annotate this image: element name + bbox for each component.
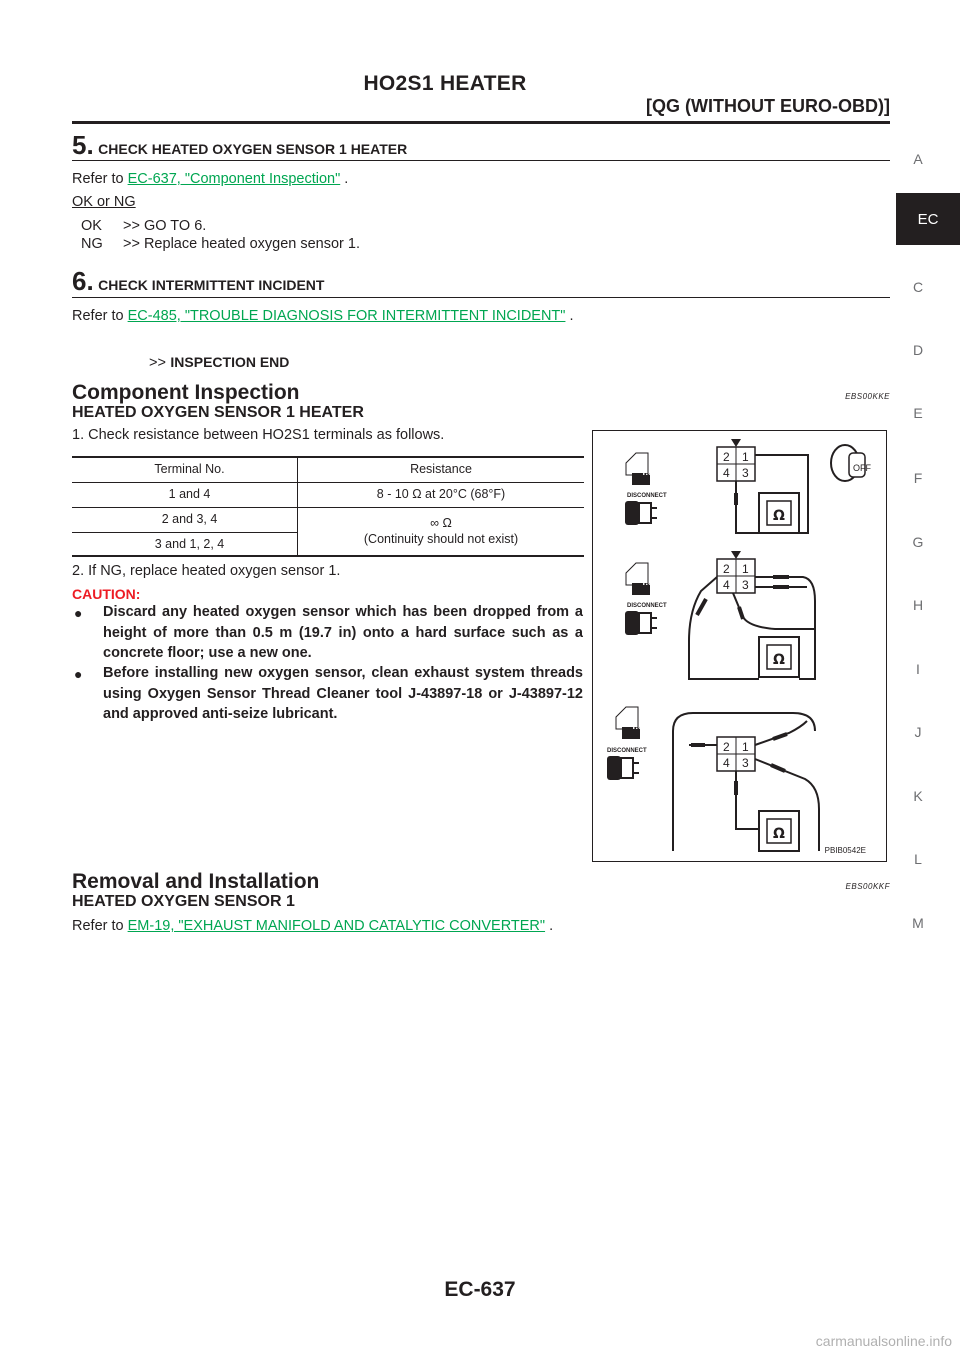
step-number: 5.	[72, 130, 94, 160]
step-5-refer	[72, 171, 348, 187]
bullet-dot-icon: ●	[74, 605, 83, 621]
table-bottom-rule	[72, 555, 584, 557]
ohm-icon: Ω	[773, 826, 785, 842]
pin-label: 2	[723, 562, 730, 576]
table-cell-terminal: 2 and 3, 4	[161, 512, 218, 526]
page-subtitle: [QG (WITHOUT EURO-OBD)]	[646, 96, 890, 116]
table-cell-resistance: ∞ Ω	[430, 516, 452, 530]
side-index-ec-active[interactable]: EC	[896, 193, 960, 245]
wiring-diagram	[593, 431, 886, 861]
ohm-icon: Ω	[773, 652, 785, 668]
inspection-end	[149, 354, 289, 372]
side-index-k[interactable]: K	[913, 788, 923, 804]
refer-suffix: .	[565, 308, 574, 324]
link-exhaust-manifold[interactable]: EM-19, "EXHAUST MANIFOLD AND CATALYTIC CONVERTER"	[127, 918, 546, 934]
inspection-figure	[592, 430, 887, 862]
watermark-text: carmanualsonline.info	[815, 1333, 952, 1349]
header-rule	[72, 121, 890, 124]
table-rule	[72, 482, 584, 483]
table-cell-terminal: 1 and 4	[168, 487, 211, 501]
pin-label: 3	[742, 578, 749, 592]
section-code: EBS00KKE	[845, 392, 890, 401]
table-cell-resistance: 8 - 10 Ω at 20°C (68°F)	[376, 487, 506, 501]
table-cell-terminal: 3 and 1, 2, 4	[154, 537, 225, 551]
caution-bullet-2: Before installing new oxygen sensor, clean exhaust system threads using Oxygen Sensor Thread Cleaner tool J-43897-18 or J-43897-12 and approved anti-seize lubricant.	[103, 665, 583, 722]
ng-action: >> Replace heated oxygen sensor 1.	[123, 236, 360, 252]
side-index-d[interactable]: D	[912, 342, 924, 358]
removal-refer	[72, 918, 553, 934]
step-6-rule	[72, 297, 890, 298]
pin-label: 4	[723, 756, 730, 770]
disconnect-label: DISCONNECT	[607, 748, 647, 754]
disconnect-label: DISCONNECT	[627, 603, 667, 609]
table-rule	[72, 532, 297, 533]
pin-label: 1	[742, 450, 749, 464]
pin-label: 4	[723, 578, 730, 592]
inspection-step-1: 1. Check resistance between HO2S1 terminals as follows.	[72, 427, 445, 443]
step-6-heading	[72, 266, 324, 297]
caution-label: CAUTION:	[72, 586, 141, 602]
step-5-rule	[72, 160, 890, 161]
table-top-rule	[72, 456, 584, 458]
ok-key: OK	[81, 218, 102, 234]
side-index-l[interactable]: L	[914, 851, 922, 867]
ohm-icon: Ω	[773, 508, 785, 524]
side-index-f[interactable]: F	[913, 470, 923, 486]
link-component-inspection[interactable]: EC-637, "Component Inspection"	[127, 171, 341, 187]
side-index-g[interactable]: G	[912, 534, 924, 550]
ts-label: T.S.	[641, 577, 657, 587]
table-cell-resistance: (Continuity should not exist)	[363, 532, 519, 546]
side-index-e[interactable]: E	[913, 405, 923, 421]
pin-label: 2	[723, 450, 730, 464]
end-arrow: >>	[149, 355, 166, 371]
refer-suffix: .	[340, 171, 349, 187]
disconnect-label: DISCONNECT	[627, 493, 667, 499]
ignition-off-label: OFF	[853, 463, 871, 473]
table-header-terminal: Terminal No.	[154, 462, 225, 476]
pin-label: 3	[742, 466, 749, 480]
side-index-a[interactable]: A	[913, 151, 923, 167]
table-header-resistance: Resistance	[410, 462, 472, 476]
bullet-dot-icon: ●	[74, 666, 83, 682]
refer-prefix: Refer to	[72, 171, 128, 187]
subsection-title: HEATED OXYGEN SENSOR 1 HEATER	[72, 404, 364, 421]
pin-label: 2	[723, 740, 730, 754]
ng-key: NG	[81, 236, 103, 252]
refer-prefix: Refer to	[72, 918, 128, 934]
ok-or-ng-label: OK or NG	[72, 194, 136, 210]
step-5-heading	[72, 130, 407, 161]
section-title-removal: Removal and Installation	[72, 870, 320, 893]
table-rule	[72, 507, 584, 508]
ts-label: T.S.	[631, 721, 647, 731]
subsection-title: HEATED OXYGEN SENSOR 1	[72, 893, 295, 910]
page-title: HO2S1 HEATER	[363, 72, 527, 95]
side-index-m[interactable]: M	[912, 915, 924, 931]
side-index-c[interactable]: C	[912, 279, 924, 295]
page-number: EC-637	[444, 1278, 516, 1301]
side-index-h[interactable]: H	[912, 597, 924, 613]
caution-bullet-1: Discard any heated oxygen sensor which has been dropped from a height of more than 0.5 m (19.7 in) onto a hard surface such as a concrete floor; use a new one.	[103, 604, 583, 661]
section-title-component-inspection: Component Inspection	[72, 381, 300, 404]
link-intermittent-incident[interactable]: EC-485, "TROUBLE DIAGNOSIS FOR INTERMITTENT INCIDENT"	[127, 308, 566, 324]
inspection-step-2: 2. If NG, replace heated oxygen sensor 1.	[72, 563, 341, 579]
step-6-refer	[72, 308, 574, 324]
pin-label: 1	[742, 562, 749, 576]
pin-label: 3	[742, 756, 749, 770]
pin-label: 1	[742, 740, 749, 754]
side-index-i[interactable]: I	[916, 661, 920, 677]
ts-label: T.S.	[641, 467, 657, 477]
section-code: EBS00KKF	[845, 882, 890, 891]
step-title: CHECK INTERMITTENT INCIDENT	[98, 277, 325, 293]
figure-code: PBIB0542E	[824, 846, 866, 855]
refer-suffix: .	[545, 918, 554, 934]
pin-label: 4	[723, 466, 730, 480]
table-column-divider	[297, 456, 298, 557]
end-text: INSPECTION END	[170, 354, 290, 370]
refer-prefix: Refer to	[72, 308, 128, 324]
step-title: CHECK HEATED OXYGEN SENSOR 1 HEATER	[98, 141, 408, 157]
step-number: 6.	[72, 266, 94, 296]
ok-action: >> GO TO 6.	[123, 218, 207, 234]
side-index-j[interactable]: J	[914, 724, 922, 740]
